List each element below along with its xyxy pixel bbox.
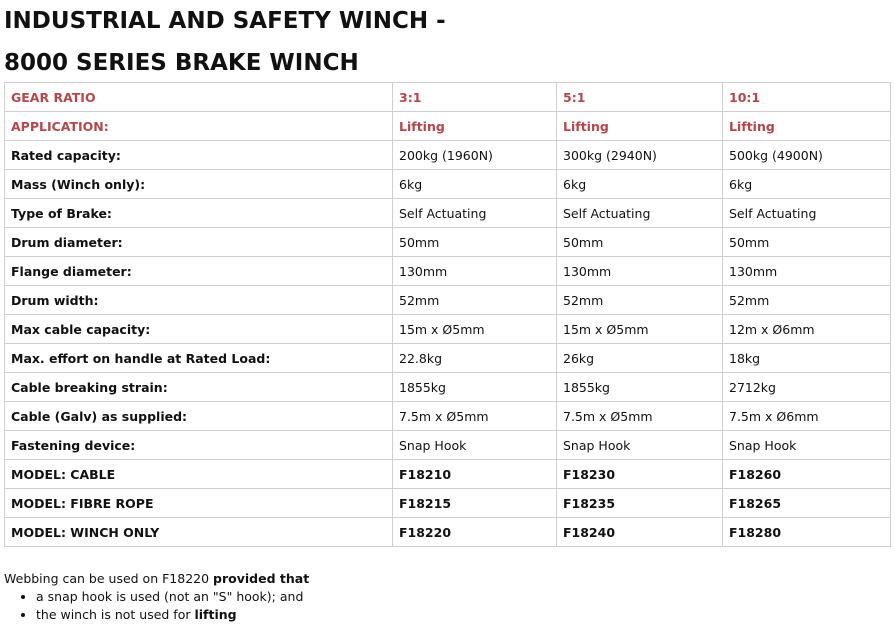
note-intro [4, 570, 884, 588]
table-row [5, 315, 891, 344]
row-label: Fastening device: [5, 431, 393, 460]
spec-table-body [5, 83, 891, 547]
row-label: APPLICATION: [5, 112, 393, 141]
table-row [5, 373, 891, 402]
row-label: Flange diameter: [5, 257, 393, 286]
table-cell: F18235 [557, 489, 723, 518]
row-label: Drum width: [5, 286, 393, 315]
table-row [5, 141, 891, 170]
note-bullet [36, 588, 884, 606]
page-title [0, 0, 895, 84]
table-cell: Self Actuating [393, 199, 557, 228]
row-label: Rated capacity: [5, 141, 393, 170]
table-row [5, 402, 891, 431]
table-cell: Lifting [723, 112, 891, 141]
note-bullet-text: a snap hook is used (not an "S" hook); and [36, 589, 304, 604]
table-row [5, 228, 891, 257]
table-cell: F18210 [393, 460, 557, 489]
table-row [5, 112, 891, 141]
row-label: Max cable capacity: [5, 315, 393, 344]
table-cell: 12m x Ø6mm [723, 315, 891, 344]
table-cell: 130mm [557, 257, 723, 286]
table-cell: 1855kg [557, 373, 723, 402]
row-label: Type of Brake: [5, 199, 393, 228]
row-label: Drum diameter: [5, 228, 393, 257]
row-label: MODEL: WINCH ONLY [5, 518, 393, 547]
table-row [5, 257, 891, 286]
table-cell: 200kg (1960N) [393, 141, 557, 170]
table-cell: 52mm [393, 286, 557, 315]
table-cell: 15m x Ø5mm [393, 315, 557, 344]
row-label: Cable (Galv) as supplied: [5, 402, 393, 431]
table-cell: 7.5m x Ø5mm [393, 402, 557, 431]
table-cell: Lifting [393, 112, 557, 141]
table-cell: 7.5m x Ø6mm [723, 402, 891, 431]
note-bullet-text: the winch is not used for [36, 607, 195, 622]
table-cell: Snap Hook [393, 431, 557, 460]
table-cell: F18215 [393, 489, 557, 518]
row-label: Cable breaking strain: [5, 373, 393, 402]
note-bullet [36, 606, 884, 624]
table-cell: 26kg [557, 344, 723, 373]
table-row [5, 344, 891, 373]
note-bullet-list [4, 588, 884, 624]
table-row [5, 518, 891, 547]
row-label: MODEL: FIBRE ROPE [5, 489, 393, 518]
row-label: MODEL: CABLE [5, 460, 393, 489]
table-cell: Self Actuating [723, 199, 891, 228]
row-label: Max. effort on handle at Rated Load: [5, 344, 393, 373]
table-cell: Lifting [557, 112, 723, 141]
table-cell: F18220 [393, 518, 557, 547]
table-cell: 22.8kg [393, 344, 557, 373]
table-cell: 15m x Ø5mm [557, 315, 723, 344]
table-cell: 52mm [557, 286, 723, 315]
table-row [5, 286, 891, 315]
table-cell: 50mm [557, 228, 723, 257]
table-row [5, 199, 891, 228]
table-cell: 1855kg [393, 373, 557, 402]
note-intro-text: Webbing can be used on F18220 [4, 571, 214, 586]
table-cell: Snap Hook [723, 431, 891, 460]
row-label: Mass (Winch only): [5, 170, 393, 199]
table-cell: 10:1 [723, 83, 891, 112]
table-row [5, 83, 891, 112]
table-cell: 500kg (4900N) [723, 141, 891, 170]
webbing-note [4, 570, 884, 624]
table-cell: 6kg [557, 170, 723, 199]
table-cell: F18240 [557, 518, 723, 547]
table-row [5, 431, 891, 460]
table-cell: 50mm [393, 228, 557, 257]
title-line-1: INDUSTRIAL AND SAFETY WINCH - [4, 8, 446, 34]
table-cell: 7.5m x Ø5mm [557, 402, 723, 431]
spec-table [4, 82, 891, 547]
table-cell: 6kg [393, 170, 557, 199]
table-cell: 5:1 [557, 83, 723, 112]
table-cell: 3:1 [393, 83, 557, 112]
table-row [5, 460, 891, 489]
table-cell: 50mm [723, 228, 891, 257]
table-cell: 300kg (2940N) [557, 141, 723, 170]
table-cell: 2712kg [723, 373, 891, 402]
table-cell: 130mm [393, 257, 557, 286]
note-bullet-bold: lifting [194, 607, 237, 622]
table-cell: 52mm [723, 286, 891, 315]
table-cell: F18280 [723, 518, 891, 547]
note-intro-bold: provided that [213, 571, 310, 586]
row-label: GEAR RATIO [5, 83, 393, 112]
table-cell: Self Actuating [557, 199, 723, 228]
table-cell: F18260 [723, 460, 891, 489]
table-cell: 18kg [723, 344, 891, 373]
table-cell: F18265 [723, 489, 891, 518]
table-cell: Snap Hook [557, 431, 723, 460]
table-cell: F18230 [557, 460, 723, 489]
title-line-2: 8000 SERIES BRAKE WINCH [4, 50, 359, 76]
table-cell: 130mm [723, 257, 891, 286]
table-cell: 6kg [723, 170, 891, 199]
table-row [5, 170, 891, 199]
table-row [5, 489, 891, 518]
